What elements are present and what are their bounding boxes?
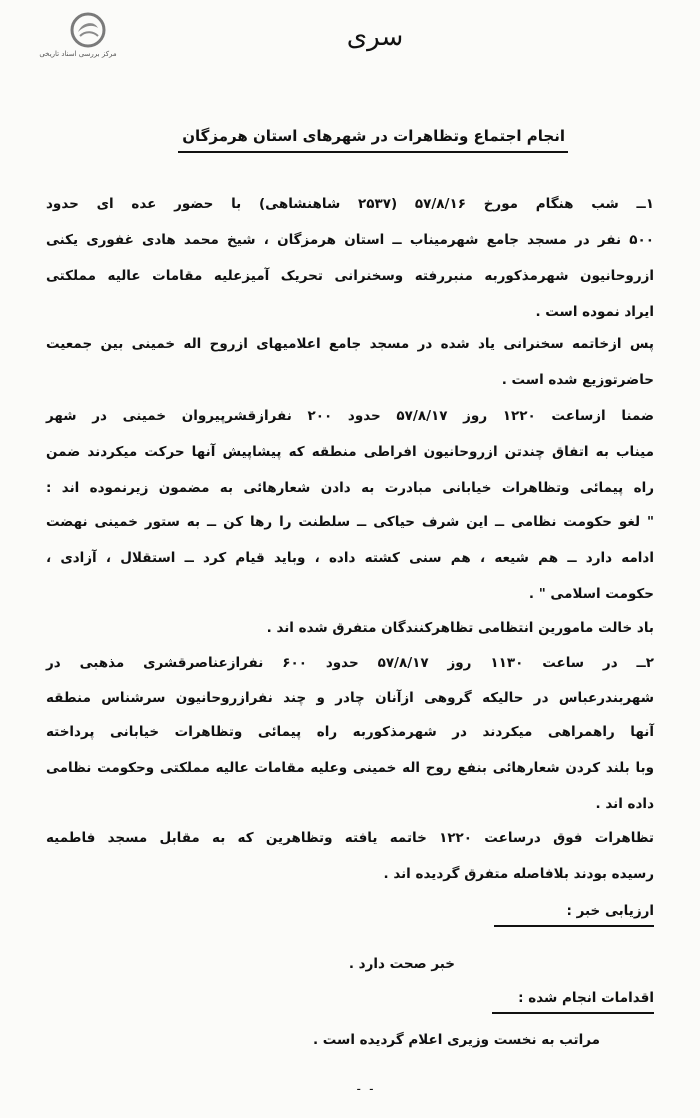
body-line-9: راه پیمائی وتظاهرات خیابانی مبادرت به دادن شعارهائی به مضمون زیرنموده اند : bbox=[46, 480, 654, 496]
body-line-15: شهربندرعباس در حالیکه گروهی ازآنان چادر و چند نفرازروحانیون سرشناس منطقه bbox=[46, 690, 654, 706]
body-line-14: ۲ــ در ساعت ۱۱۳۰ روز ۵۷/۸/۱۷ حدود ۶۰۰ نفرازعناصرقشری مذهبی در bbox=[46, 655, 654, 671]
actions-label-underline bbox=[492, 1012, 654, 1014]
body-line-5: پس ازخاتمه سخنرانی یاد شده در مسجد جامع اعلامیهای ازروح اله خمینی بین جمعیت bbox=[46, 336, 654, 352]
body-line-8: میناب به اتفاق چندتن ازروحانیون افراطی منطقه که پیشاپیش آنها حرکت میکردند ضمن bbox=[46, 444, 654, 460]
body-line-18: داده اند . bbox=[595, 796, 654, 812]
actions-text: مراتب به نخست وزیری اعلام گردیده است . bbox=[312, 1032, 600, 1048]
body-line-12: حکومت اسلامی " . bbox=[528, 586, 654, 602]
footer-mark: ۔ ۔ bbox=[354, 1078, 376, 1094]
body-line-7: ضمنا ازساعت ۱۲۲۰ روز ۵۷/۸/۱۷ حدود ۲۰۰ نفرازقشرپیروان خمینی در شهر bbox=[46, 408, 655, 424]
body-line-20: رسیده بودند بلافاصله متفرق گردیده اند . bbox=[383, 866, 654, 882]
archive-logo bbox=[28, 12, 128, 62]
body-line-13: باد خالت مامورین انتظامی تظاهرکنندگان متفرق شده اند . bbox=[266, 620, 654, 636]
archive-center-logo-icon bbox=[70, 12, 106, 48]
classification-mark: سری bbox=[346, 22, 404, 52]
body-line-11: ادامه دارد ــ هم شیعه ، هم سنی کشته داده ، وباید قیام کرد ــ استقلال ، آزادی ، bbox=[46, 550, 654, 566]
actions-label: اقدامات انجام شده : bbox=[518, 990, 654, 1006]
logo-caption: مرکز بررسی اسناد تاریخی bbox=[39, 50, 117, 58]
source-evaluation-label: ارزیابی خبر : bbox=[566, 903, 654, 919]
body-line-16: آنها راهمراهی میکردند در شهرمذکوربه راه پیمائی وتظاهرات خیابانی پرداخته bbox=[46, 724, 654, 740]
body-line-19: تظاهرات فوق درساعت ۱۲۲۰ خاتمه یافته وتظاهرین که به مقابل مسجد فاطمیه bbox=[46, 830, 654, 846]
body-line-3: ازروحانیون شهرمذکوربه منبررفته وسخنرانی تحریک آمیزعلیه مقامات عالیه مملکتی bbox=[46, 268, 654, 284]
title-underline bbox=[178, 151, 568, 153]
body-line-10: " لغو حکومت نظامی ــ این شرف حیاکی ــ سلطنت را رها کن ــ به ستور خمینی نهضت bbox=[46, 514, 654, 530]
source-label-underline bbox=[494, 925, 654, 927]
body-line-6: حاضرتوزیع شده است . bbox=[501, 372, 654, 388]
body-line-17: وبا بلند کردن شعارهائی بنفع روح اله خمینی وعلیه مقامات عالیه مملکتی وحکومت نظامی bbox=[46, 760, 654, 776]
body-line-1: ۱ــ شب هنگام مورخ ۵۷/۸/۱۶ (۲۵۳۷ شاهنشاهی) با حضور عده ای حدود bbox=[46, 196, 655, 212]
assessment-text: خبر صحت دارد . bbox=[348, 956, 455, 972]
document-title: انجام اجتماع وتظاهرات در شهرهای استان هرمزگان bbox=[182, 127, 565, 145]
body-line-2: ۵۰۰ نفر در مسجد جامع شهرمیناب ــ استان هرمزگان ، شیخ محمد هادی غفوری یکنی bbox=[46, 232, 654, 248]
body-line-4: ایراد نموده است . bbox=[535, 304, 654, 320]
